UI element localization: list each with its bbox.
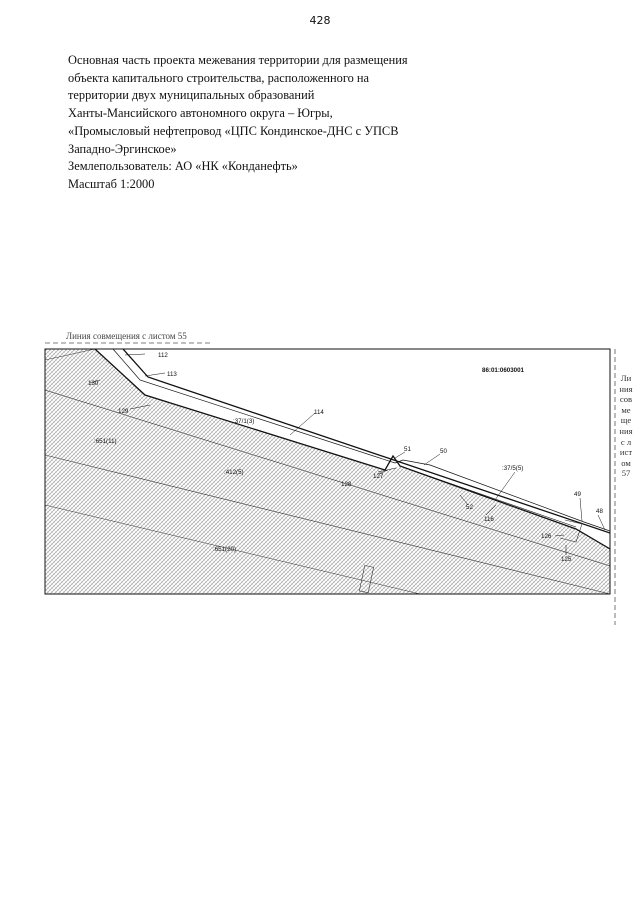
point-label: 52: [466, 504, 473, 511]
point-label: 49: [574, 491, 581, 498]
point-label: 130: [88, 380, 99, 387]
parcel-label: :651(20): [213, 546, 237, 553]
quarter-label: 86:01:0603001: [482, 367, 524, 374]
point-label: 126: [541, 533, 552, 540]
point-label: 128: [341, 481, 352, 488]
scale-line: Масштаб 1:2000: [68, 176, 155, 191]
parcel-label: :37/5(5): [502, 465, 524, 472]
point-label: 127: [373, 473, 384, 480]
point-label: 51: [404, 446, 411, 453]
point-label: 129: [118, 408, 129, 415]
point-label: 48: [596, 508, 603, 515]
header-line: Ханты-Мансийского автономного округа – Югры,: [68, 106, 333, 121]
point-label: 114: [314, 409, 324, 416]
page-number: 428: [309, 14, 331, 27]
sheet-link-right-label: Линия совмещения с листом 57: [619, 373, 633, 479]
sheet-link-top-label: Линия совмещения с листом 55: [66, 331, 187, 341]
point-label: 116: [484, 516, 494, 523]
header-line: объекта капитального строительства, расположенного на: [68, 70, 370, 85]
parcel-label: :651(11): [94, 438, 117, 445]
header-line: «Промысловый нефтепровод «ЦПС Кондинское-ДНС с УПСВ: [68, 123, 399, 138]
point-label: 113: [167, 371, 177, 378]
point-label: 125: [561, 556, 572, 563]
land-user-line: Землепользователь: АО «НК «Конданефть»: [68, 159, 298, 174]
header-line: Основная часть проекта межевания территории для размещения: [68, 53, 408, 67]
header-line: территории двух муниципальных образований: [68, 88, 315, 103]
point-label: 50: [440, 448, 447, 455]
point-label: 112: [158, 352, 168, 359]
parcel-area-crosshatched: [45, 349, 610, 594]
parcel-label: :412(5): [224, 469, 244, 476]
parcel-label: :37/1(3): [233, 418, 255, 425]
header-line: Западно-Эргинское»: [68, 141, 177, 156]
